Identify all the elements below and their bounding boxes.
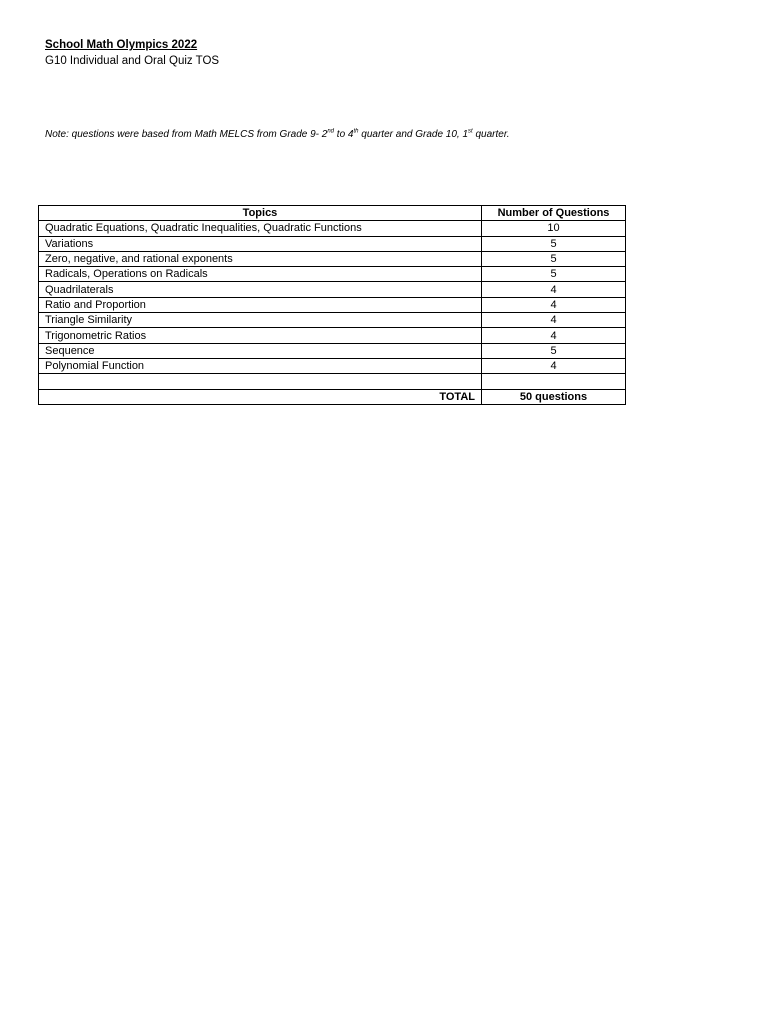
count-cell: 4: [482, 282, 626, 297]
note-part-3: quarter and Grade 10, 1: [358, 129, 469, 140]
note-superscript-1: nd: [327, 128, 335, 135]
note-superscript-3: st: [468, 128, 473, 135]
note-part-2: to 4: [334, 129, 354, 140]
topic-cell: Sequence: [39, 343, 482, 358]
table-row: [39, 313, 626, 328]
document-subtitle: G10 Individual and Oral Quiz TOS: [45, 55, 220, 67]
table-total-row: [39, 389, 626, 404]
count-cell: 4: [482, 313, 626, 328]
total-label: TOTAL: [39, 389, 482, 404]
table-row: [39, 236, 626, 251]
table-row: [39, 267, 626, 282]
note-superscript-2: th: [353, 128, 359, 135]
count-cell: 4: [482, 328, 626, 343]
table-row: [39, 328, 626, 343]
topic-cell: Zero, negative, and rational exponents: [39, 251, 482, 266]
column-header-topics: Topics: [39, 206, 482, 221]
count-cell: 4: [482, 297, 626, 312]
total-value: 50 questions: [482, 389, 626, 404]
document-title: School Math Olympics 2022: [45, 39, 198, 51]
empty-cell: [482, 374, 626, 389]
topic-cell: Ratio and Proportion: [39, 297, 482, 312]
empty-cell: [39, 374, 482, 389]
note-part-1: Note: questions were based from Math MELCS from Grade 9- 2: [45, 129, 328, 140]
topic-cell: Variations: [39, 236, 482, 251]
count-cell: 5: [482, 236, 626, 251]
count-cell: 5: [482, 343, 626, 358]
table-header-row: [39, 206, 626, 221]
table-row-empty: [39, 374, 626, 389]
count-cell: 10: [482, 221, 626, 236]
topic-cell: Polynomial Function: [39, 358, 482, 373]
table-row: [39, 221, 626, 236]
note-text: [45, 129, 510, 140]
table-row: [39, 297, 626, 312]
topic-cell: Quadratic Equations, Quadratic Inequalities, Quadratic Functions: [39, 221, 482, 236]
table-row: [39, 358, 626, 373]
table-row: [39, 343, 626, 358]
note-part-4: quarter.: [472, 129, 510, 140]
topic-cell: Radicals, Operations on Radicals: [39, 267, 482, 282]
tos-table: [38, 205, 626, 405]
table-row: [39, 251, 626, 266]
count-cell: 5: [482, 267, 626, 282]
table-row: [39, 282, 626, 297]
topic-cell: Quadrilaterals: [39, 282, 482, 297]
topic-cell: Triangle Similarity: [39, 313, 482, 328]
topic-cell: Trigonometric Ratios: [39, 328, 482, 343]
column-header-number-of-questions: Number of Questions: [482, 206, 626, 221]
count-cell: 5: [482, 251, 626, 266]
count-cell: 4: [482, 358, 626, 373]
